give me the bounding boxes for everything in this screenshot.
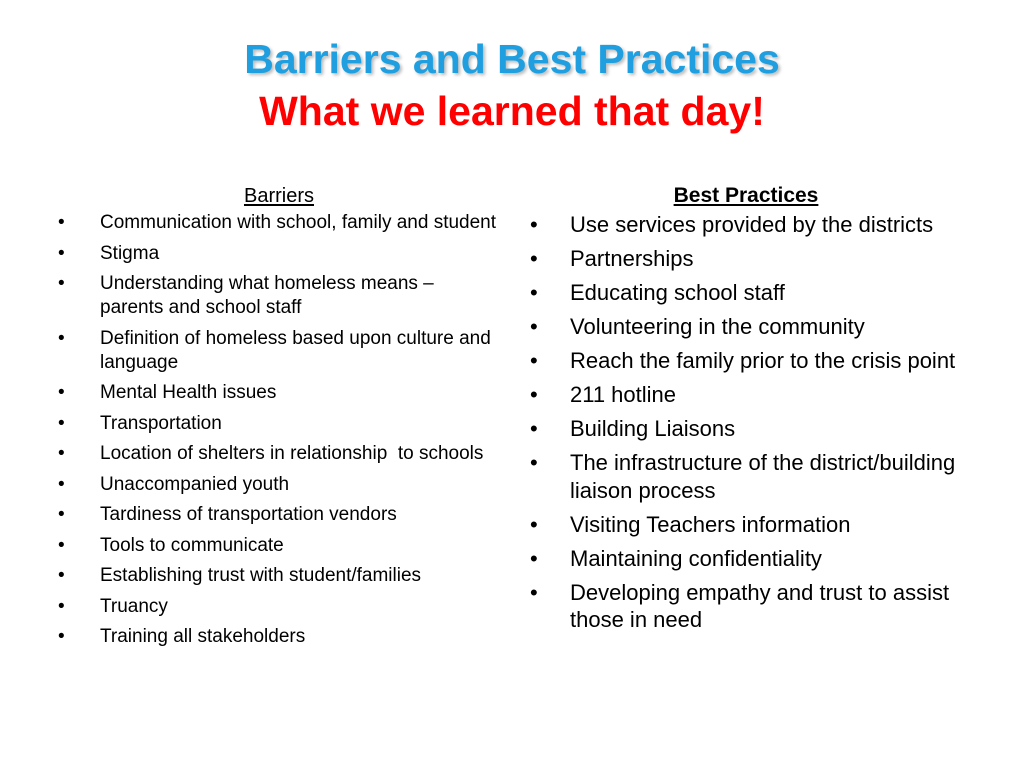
- best-practices-heading: Best Practices: [673, 184, 819, 207]
- barriers-list: [56, 211, 502, 649]
- bullet-icon: •: [58, 565, 65, 586]
- barriers-column: [56, 181, 502, 656]
- best-practice-item-text: Building Liaisons: [570, 416, 736, 441]
- barrier-item-text: Training all stakeholders: [100, 626, 306, 647]
- best-practice-item: [526, 211, 966, 239]
- bullet-icon: •: [530, 314, 538, 339]
- barrier-item-text: Establishing trust with student/families: [100, 565, 422, 586]
- bullet-icon: •: [530, 246, 538, 271]
- bullet-icon: •: [58, 473, 65, 495]
- barrier-item-text: Stigma: [100, 242, 160, 264]
- barrier-item-text: Mental Health issues: [100, 382, 277, 403]
- best-practice-item: [526, 415, 966, 443]
- title-block: [0, 32, 1024, 136]
- bullet-icon: •: [58, 626, 65, 647]
- best-practices-list: [526, 211, 966, 634]
- bullet-icon: •: [530, 416, 538, 441]
- bullet-icon: •: [530, 348, 538, 373]
- bullet-icon: •: [58, 382, 65, 403]
- barrier-item: [56, 272, 502, 320]
- best-practice-item-text: The infrastructure of the district/building liaison process: [570, 450, 956, 503]
- best-practice-item: [526, 347, 966, 375]
- barrier-item: [56, 473, 502, 497]
- bullet-icon: •: [58, 327, 65, 349]
- best-practice-item-text: Volunteering in the community: [570, 314, 865, 339]
- bullet-icon: •: [530, 280, 538, 305]
- bullet-icon: •: [58, 443, 65, 464]
- best-practice-item: [526, 279, 966, 307]
- bullet-icon: •: [58, 273, 65, 294]
- best-practice-item-text: Visiting Teachers information: [570, 511, 851, 537]
- bullet-icon: •: [58, 212, 65, 233]
- barrier-item: [56, 327, 502, 375]
- barrier-item-text: Transportation: [100, 412, 222, 434]
- barrier-item: [56, 625, 502, 649]
- best-practice-item-text: Maintaining confidentiality: [570, 545, 822, 571]
- slide-subtitle: What we learned that day!: [259, 88, 765, 134]
- bullet-icon: •: [530, 511, 538, 537]
- barrier-item: [56, 442, 502, 466]
- bullet-icon: •: [58, 412, 65, 434]
- barrier-item: [56, 534, 502, 558]
- barrier-item-text: Understanding what homeless means – parents and school staff: [100, 273, 434, 318]
- barriers-heading: Barriers: [243, 185, 314, 207]
- bullet-icon: •: [58, 595, 65, 617]
- best-practice-item: [526, 381, 966, 409]
- barrier-item-text: Location of shelters in relationship to schools: [100, 443, 484, 464]
- best-practice-item: [526, 245, 966, 273]
- best-practice-item-text: Partnerships: [570, 246, 694, 271]
- barrier-item-text: Communication with school, family and student: [100, 212, 497, 233]
- barrier-item: [56, 564, 502, 588]
- barrier-item-text: Definition of homeless based upon culture and language: [100, 327, 491, 373]
- bullet-icon: •: [58, 242, 65, 264]
- barrier-item-text: Unaccompanied youth: [100, 473, 290, 495]
- best-practice-item-text: 211 hotline: [570, 382, 677, 407]
- best-practices-column: [526, 181, 966, 640]
- best-practice-item: [526, 313, 966, 341]
- best-practice-item-text: Reach the family prior to the crisis point: [570, 348, 956, 373]
- best-practice-item: [526, 545, 966, 573]
- bullet-icon: •: [530, 382, 538, 407]
- barrier-item: [56, 595, 502, 619]
- barrier-item: [56, 381, 502, 405]
- best-practice-item-text: Use services provided by the districts: [570, 212, 934, 237]
- best-practice-item-text: Developing empathy and trust to assist those in need: [570, 579, 950, 632]
- barrier-item-text: Truancy: [100, 595, 168, 617]
- slide-title: Barriers and Best Practices: [244, 36, 780, 82]
- bullet-icon: •: [530, 579, 538, 605]
- bullet-icon: •: [530, 450, 538, 475]
- barrier-item-text: Tardiness of transportation vendors: [100, 504, 397, 525]
- bullet-icon: •: [58, 534, 65, 556]
- barrier-item: [56, 503, 502, 527]
- bullet-icon: •: [530, 545, 538, 571]
- best-practice-item: [526, 511, 966, 539]
- bullet-icon: •: [530, 212, 538, 237]
- best-practice-item: [526, 579, 966, 634]
- barrier-item: [56, 412, 502, 436]
- bullet-icon: •: [58, 504, 65, 525]
- barrier-item-text: Tools to communicate: [100, 534, 284, 556]
- best-practice-item-text: Educating school staff: [570, 280, 785, 305]
- best-practice-item: [526, 449, 966, 504]
- barrier-item: [56, 211, 502, 235]
- barrier-item: [56, 242, 502, 266]
